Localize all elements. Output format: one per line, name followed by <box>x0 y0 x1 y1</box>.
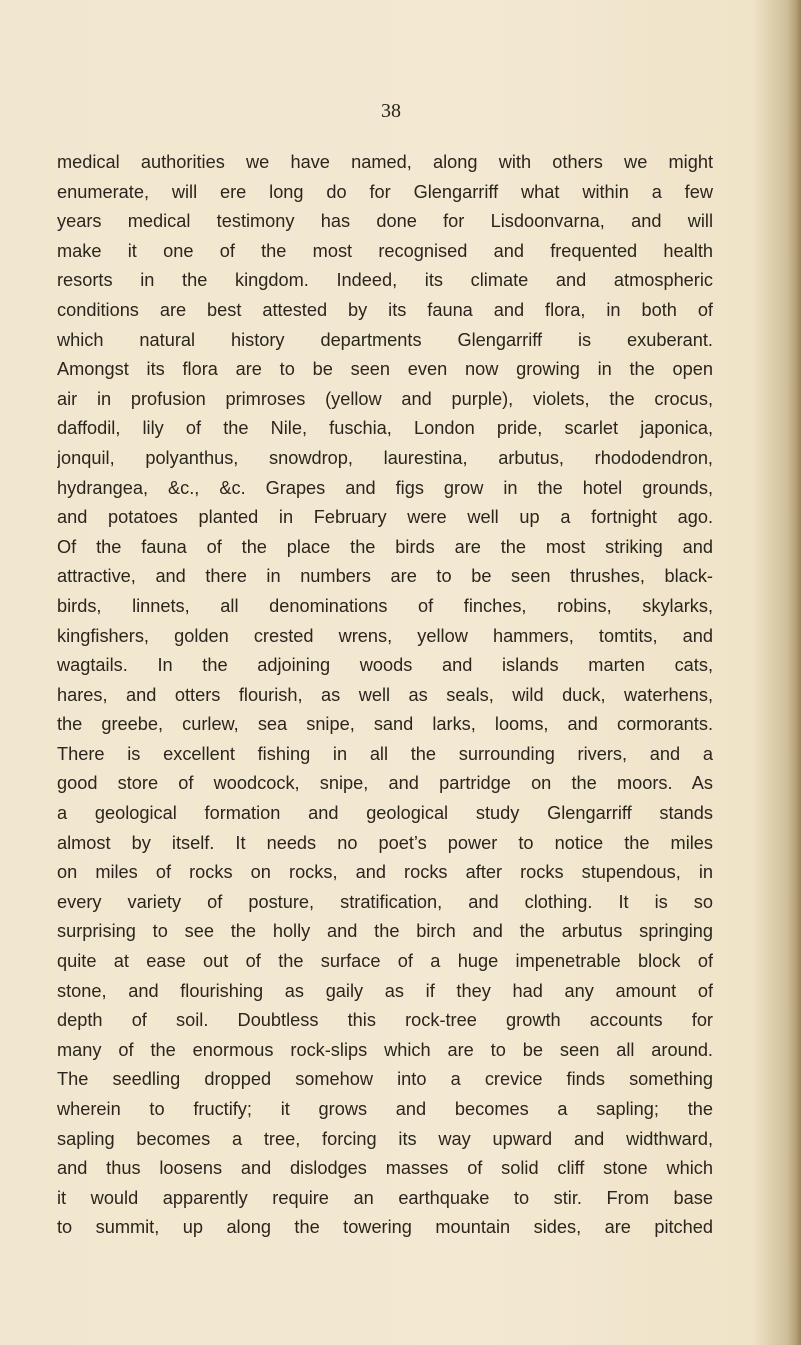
text-line: to summit, up along the towering mountain sides, are pitched <box>57 1217 713 1238</box>
text-line: surprising to see the holly and the birch and the arbutus springing <box>57 921 713 942</box>
text-line: hydrangea, &c., &c. Grapes and figs grow in the hotel grounds, <box>57 477 713 498</box>
text-line: wagtails. In the adjoining woods and islands marten cats, <box>57 655 713 676</box>
text-line: Of the fauna of the place the birds are the most striking and <box>57 536 713 557</box>
text-line: wherein to fructify; it grows and becomes a sapling; the <box>57 1099 713 1119</box>
text-line: on miles of rocks on rocks, and rocks after rocks stupendous, in <box>57 862 713 883</box>
text-line: make it one of the most recognised and frequented health <box>57 240 713 261</box>
text-line: good store of woodcock, snipe, and partridge on the moors. As <box>57 773 713 794</box>
text-line: birds, linnets, all denominations of finches, robins, skylarks, <box>57 595 713 616</box>
text-line: every variety of posture, stratification, and clothing. It is so <box>57 891 713 912</box>
text-line: a geological formation and geological study Glengarriff stands <box>57 803 713 824</box>
text-line: Amongst its flora are to be seen even now growing in the open <box>57 359 713 380</box>
text-line: almost by itself. It needs no poet’s power to notice the miles <box>57 832 713 853</box>
text-line: attractive, and there in numbers are to be seen thrushes, black- <box>57 566 713 587</box>
text-line: hares, and otters flourish, as well as seals, wild duck, waterhens, <box>57 684 713 705</box>
text-line: which natural history departments Glengarriff is exuberant. <box>57 329 713 350</box>
text-line: depth of soil. Doubtless this rock-tree growth accounts for <box>57 1010 713 1031</box>
text-line: many of the enormous rock-slips which are to be seen all around. <box>57 1039 713 1060</box>
text-line: sapling becomes a tree, forcing its way upward and widthward, <box>57 1128 713 1149</box>
text-line: the greebe, curlew, sea snipe, sand larks, looms, and cormorants. <box>57 714 713 735</box>
text-line: There is excellent fishing in all the surrounding rivers, and a <box>57 743 713 764</box>
text-line: it would apparently require an earthquake to stir. From base <box>57 1187 713 1208</box>
text-line: daffodil, lily of the Nile, fuschia, London pride, scarlet japonica, <box>57 418 713 439</box>
text-line: years medical testimony has done for Lisdoonvarna, and will <box>57 211 713 232</box>
text-line: quite at ease out of the surface of a huge impenetrable block of <box>57 951 713 972</box>
text-line: conditions are best attested by its fauna and flora, in both of <box>57 299 713 320</box>
body-paragraph <box>57 148 713 1243</box>
text-line: stone, and flourishing as gaily as if they had any amount of <box>57 980 713 1001</box>
text-line: medical authorities we have named, along with others we might <box>57 152 713 172</box>
text-line: enumerate, will ere long do for Glengarriff what within a few <box>57 181 713 202</box>
page-edge-shadow <box>787 0 801 1345</box>
text-line: and potatoes planted in February were well up a fortnight ago. <box>57 507 713 528</box>
text-line: resorts in the kingdom. Indeed, its climate and atmospheric <box>57 270 713 291</box>
text-line: and thus loosens and dislodges masses of solid cliff stone which <box>57 1158 713 1179</box>
text-line: jonquil, polyanthus, snowdrop, laurestina, arbutus, rhododendron, <box>57 447 713 468</box>
page-number: 38 <box>381 100 401 122</box>
text-line: air in profusion primroses (yellow and purple), violets, the crocus, <box>57 388 713 409</box>
text-line: kingfishers, golden crested wrens, yellow hammers, tomtits, and <box>57 625 713 646</box>
text-line: The seedling dropped somehow into a crevice finds something <box>57 1069 713 1090</box>
